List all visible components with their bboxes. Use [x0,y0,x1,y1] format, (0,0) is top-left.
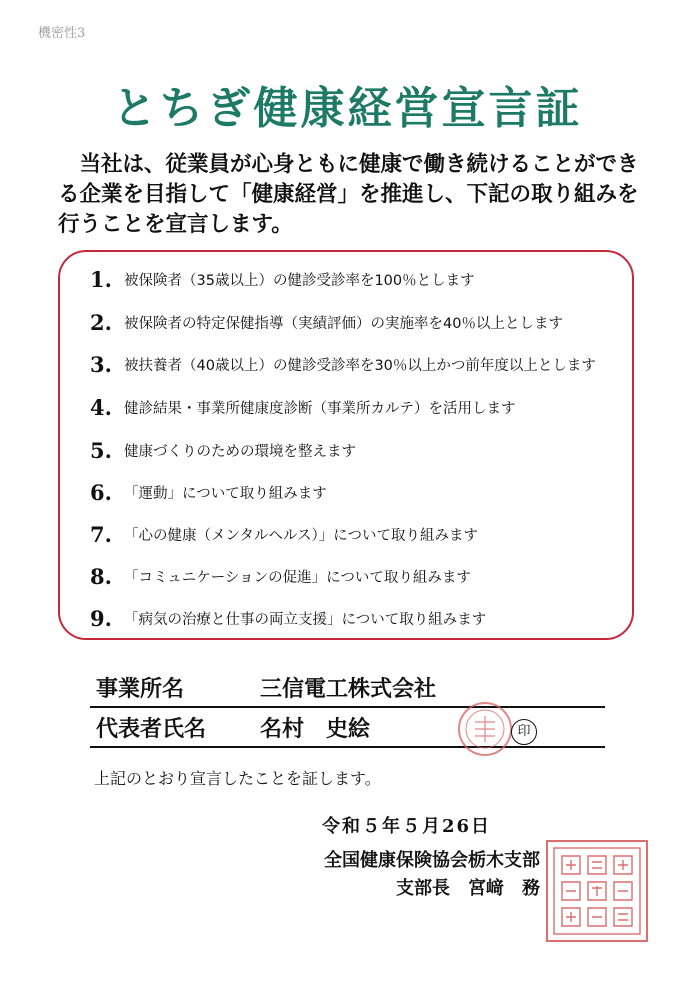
item-text: 「病気の治療と仕事の両立支援」について取り組みます [124,611,487,628]
item-number: 7. [90,521,112,547]
item-text: 被保険者の特定保健指導（実績評価）の実施率を40％以上とします [124,315,563,332]
commitment-item [90,304,563,340]
issuer-organization: 全国健康保険協会栃木支部 [324,850,540,871]
item-number: 8. [90,563,112,589]
commitment-item [90,474,327,510]
item-number: 5. [90,437,112,463]
commitment-item [90,558,471,594]
commitment-item [90,346,596,382]
commitment-item [90,389,516,425]
item-number: 2. [90,309,112,335]
item-number: 9. [90,605,112,631]
company-name-value: 三信電工株式会社 [260,677,437,702]
item-text: 「コミュニケーションの促進」について取り組みます [124,569,471,586]
commitment-item [90,432,356,468]
certificate-title: とちぎ健康経営宣言証 [112,83,583,134]
item-text: 被保険者（35歳以上）の健診受診率を100％とします [124,272,475,289]
commitment-item [90,600,486,636]
representative-value: 名村 史絵 [260,717,371,742]
official-square-seal [546,840,648,942]
item-number: 1. [90,266,112,292]
item-text: 被扶養者（40歳以上）の健診受診率を30％以上かつ前年度以上とします [124,357,596,374]
company-name-label: 事業所名 [96,677,185,702]
issuer-name: 支部長 宮﨑 務 [396,878,540,899]
commitment-item [90,516,478,552]
item-number: 6. [90,479,112,505]
item-text: 健診結果・事業所健康度診断（事業所カルテ）を活用します [124,400,516,417]
issue-date: 令和５年５月26日 [322,816,492,837]
commitment-item [90,261,475,297]
representative-label: 代表者氏名 [96,717,207,742]
declaration-intro: 当社は、従業員が心身ともに健康で働き続けることができる企業を目指して「健康経営」を推進し、下記の取り組みを行うことを宣言します。 [58,152,639,237]
item-text: 健康づくりのための環境を整えます [124,443,356,460]
certification-text: 上記のとおり宣言したことを証します。 [94,769,381,788]
company-name-field [90,668,605,708]
item-number: 3. [90,351,112,377]
item-number: 4. [90,394,112,420]
item-text: 「運動」について取り組みます [124,485,327,502]
company-round-stamp [458,702,512,756]
confidentiality-label: 機密性3 [38,26,86,41]
item-text: 「心の健康（メンタルヘルス）」について取り組みます [124,527,478,544]
seal-mark: 印 [511,719,537,745]
